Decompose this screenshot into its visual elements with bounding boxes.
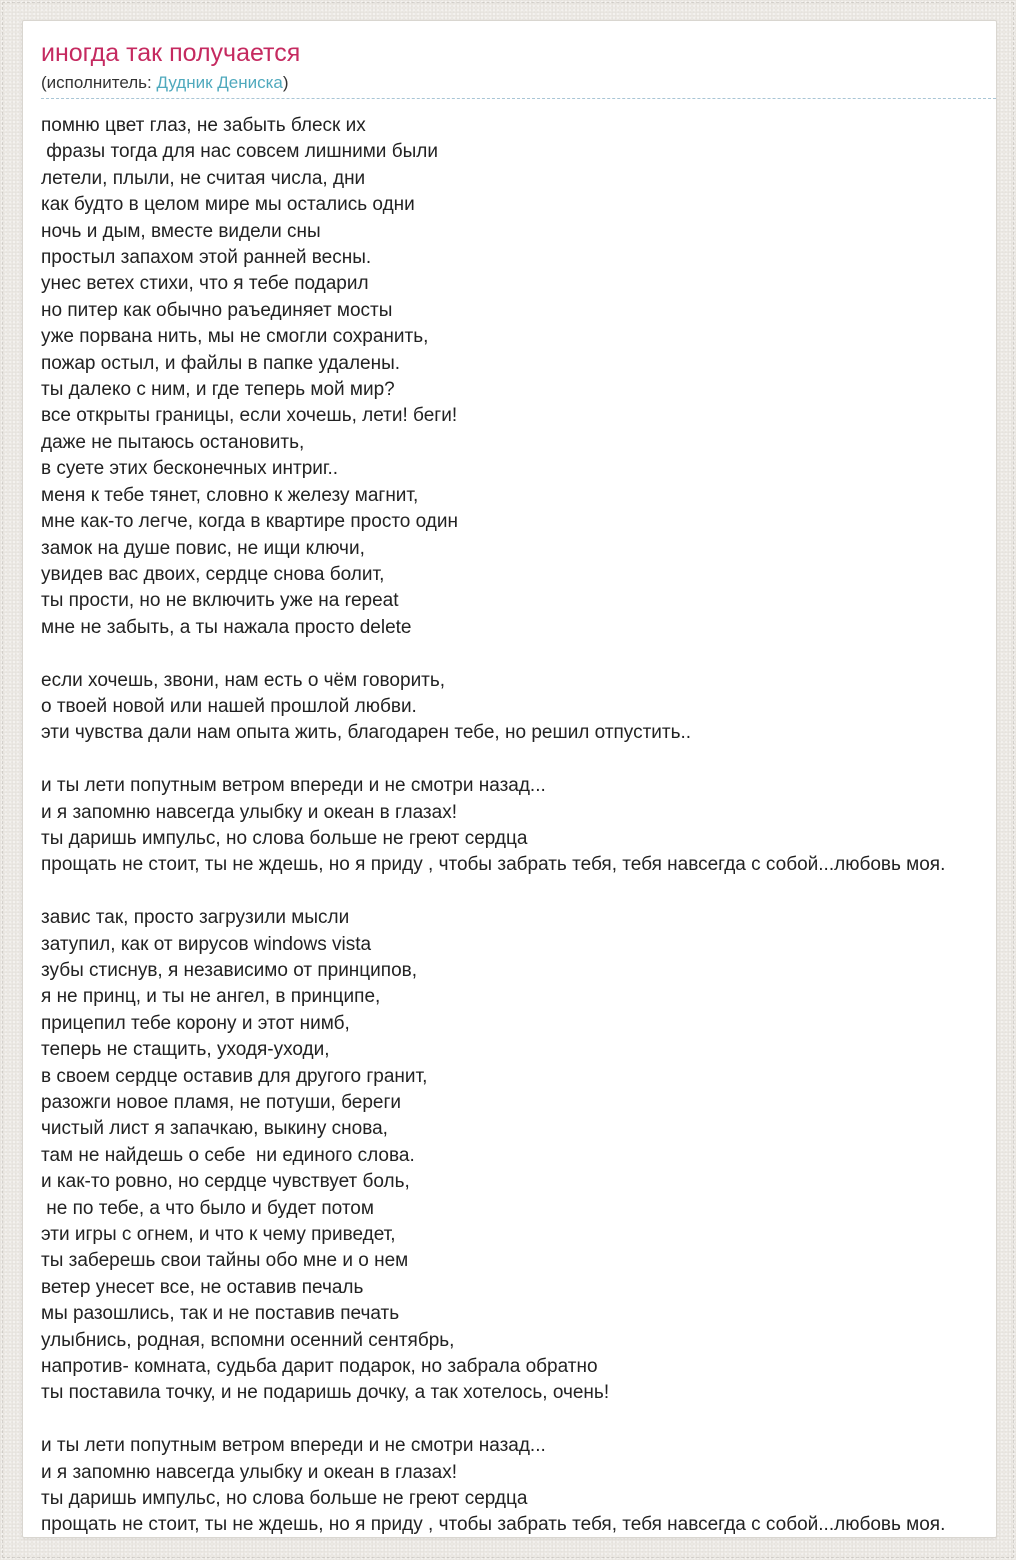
lyric-line (41, 747, 996, 773)
lyric-line: фразы тогда для нас совсем лишними были (41, 141, 438, 163)
lyric-line: там не найдешь о себе ни единого слова. (41, 1144, 415, 1166)
lyric-line: ночь и дым, вместе видели сны (41, 220, 321, 242)
lyric-line: чистый лист я запачкаю, выкину снова, (41, 1118, 388, 1140)
lyric-line: прицепил тебе корону и этот нимб, (41, 1012, 350, 1034)
lyric-line: улыбнись, родная, вспомни осенний сентябрь, (41, 1329, 455, 1351)
lyric-line: и ты лети попутным ветром впереди и не смотри назад... (41, 1435, 546, 1457)
lyric-line: пожар остыл, и файлы в папке удалены. (41, 352, 401, 374)
lyric-line (41, 1407, 996, 1433)
lyric-line: ты даришь импульс, но слова больше не греют сердца (41, 827, 528, 849)
lyrics-card (22, 20, 997, 1538)
lyric-line: завис так, просто загрузили мысли (41, 907, 350, 929)
lyric-line: в своем сердце оставив для другого гранит, (41, 1065, 428, 1087)
lyric-line: но питер как обычно раъединяет мосты (41, 299, 393, 321)
lyric-line: помню цвет глаз, не забыть блеск их (41, 115, 366, 136)
lyric-line: простыл запахом этой ранней весны. (41, 247, 372, 269)
lyric-line: ты прости, но не включить уже на repeat (41, 590, 399, 612)
lyric-line: и как-то ровно, но сердце чувствует боль, (41, 1171, 410, 1193)
lyric-line: в суете этих бесконечных интриг.. (41, 458, 339, 480)
lyric-line: меня к тебе тянет, словно к железу магнит, (41, 484, 419, 506)
lyric-line: напротив- комната, судьба дарит подарок, но забрала обратно (41, 1356, 598, 1378)
lyric-line: унес ветех стихи, что я тебе подарил (41, 273, 369, 295)
lyric-line: замок на душе повис, не ищи ключи, (41, 537, 365, 559)
lyric-line (41, 641, 996, 667)
lyric-line: и я запомню навсегда улыбку и океан в глазах! (41, 1461, 457, 1483)
lyric-line: и я запомню навсегда улыбку и океан в глазах! (41, 801, 457, 823)
lyric-line: ты поставила точку, и не подаришь дочку, а так хотелось, очень! (41, 1382, 610, 1404)
lyric-line: не по тебе, а что было и будет потом (41, 1197, 374, 1219)
lyric-line: эти чувства дали нам опыта жить, благодарен тебе, но решил отпустить.. (41, 722, 692, 744)
lyric-line: даже не пытаюсь остановить, (41, 431, 305, 453)
artist-line (41, 72, 996, 93)
lyrics (41, 113, 996, 1538)
lyric-line: ты даришь импульс, но слова больше не греют сердца (41, 1488, 528, 1510)
lyric-line: мы разошлись, так и не поставив печать (41, 1303, 400, 1325)
lyric-line: эти игры с огнем, и что к чему приведет, (41, 1224, 396, 1246)
lyric-line: прощать не стоит, ты не ждешь, но я приду , чтобы забрать тебя, тебя навсегда с собой...любовь моя. (41, 854, 946, 876)
lyric-line: затупил, как от вирусов windows vista (41, 933, 372, 955)
lyric-line: и ты лети попутным ветром впереди и не смотри назад... (41, 775, 546, 797)
lyric-line: прощать не стоит, ты не ждешь, но я приду , чтобы забрать тебя, тебя навсегда с собой...любовь моя. (41, 1514, 946, 1536)
lyric-line: я не принц, и ты не ангел, в принципе, (41, 986, 381, 1008)
artist-link[interactable]: Дудник Дениска (156, 73, 283, 92)
lyric-line: мне не забыть, а ты нажала просто delete (41, 616, 412, 638)
lyric-line: ты заберешь свои тайны обо мне и о нем (41, 1250, 409, 1272)
lyric-line: о твоей новой или нашей прошлой любви. (41, 695, 417, 717)
lyric-line: уже порвана нить, мы не смогли сохранить, (41, 326, 429, 348)
lyric-line: увидев вас двоих, сердце снова болит, (41, 563, 385, 585)
lyric-line: мне как-то легче, когда в квартире просто один (41, 511, 458, 533)
lyric-line: летели, плыли, не считая числа, дни (41, 167, 366, 189)
artist-suffix-label: ) (282, 73, 289, 92)
lyric-line: ты далеко с ним, и где теперь мой мир? (41, 379, 395, 401)
lyric-line: теперь не стащить, уходя-уходи, (41, 1039, 330, 1061)
lyric-line: как будто в целом мире мы остались одни (41, 194, 415, 216)
lyric-line: если хочешь, звони, нам есть о чём говорить, (41, 669, 446, 691)
lyric-line: все открыты границы, если хочешь, лети! беги! (41, 405, 458, 427)
page-title: иногда так получается (41, 39, 301, 67)
lyric-line: разожги новое пламя, не потуши, береги (41, 1091, 402, 1113)
lyric-line: зубы стиснув, я независимо от принципов, (41, 959, 418, 981)
artist-prefix-label: (исполнитель: (41, 73, 157, 92)
lyric-line (41, 879, 996, 905)
dashed-separator (41, 93, 996, 99)
lyric-line: ветер унесет все, не оставив печаль (41, 1276, 364, 1298)
